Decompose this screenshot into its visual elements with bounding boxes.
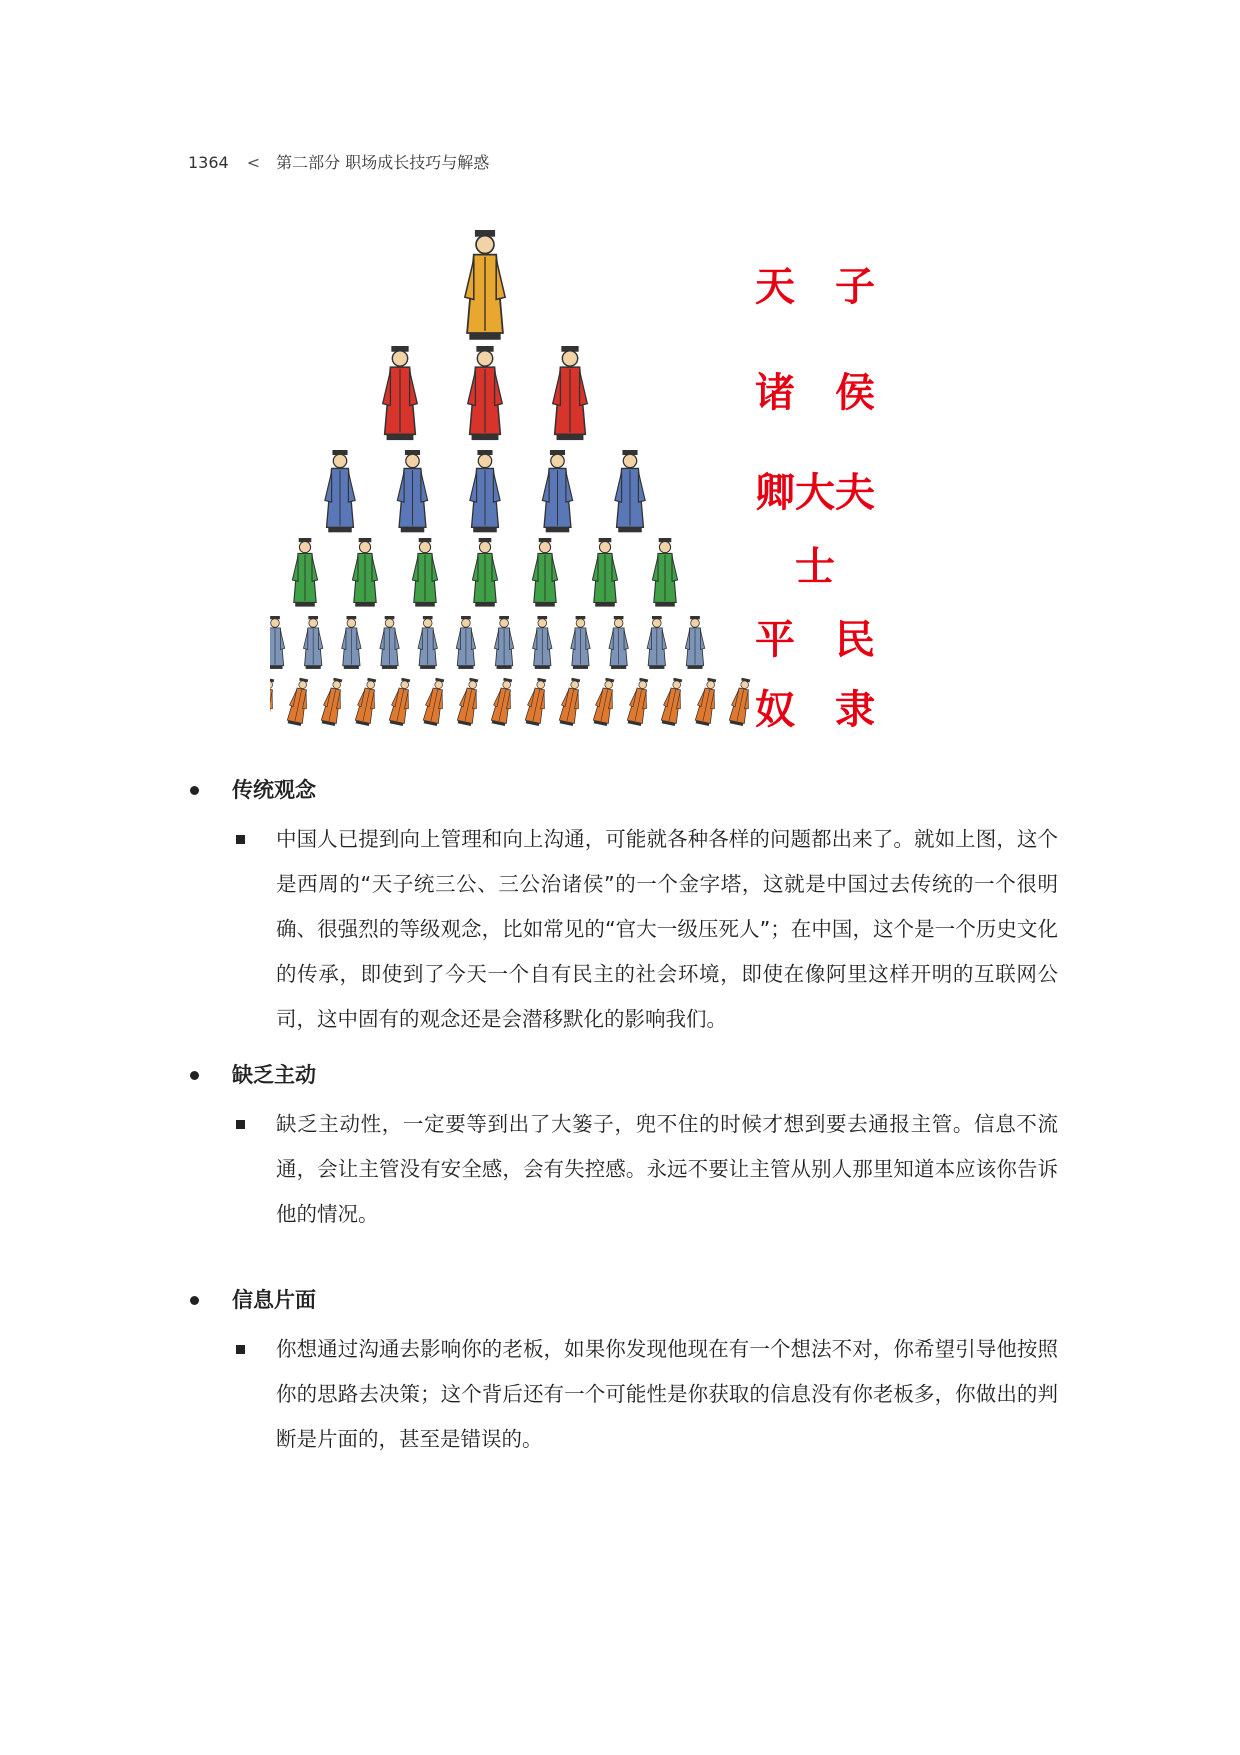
pyramid-person-figure bbox=[418, 616, 437, 669]
pyramid-person-figure bbox=[292, 538, 317, 607]
bullet-paragraph: 缺乏主动性，一定要等到出了大篓子，兜不住的时候才想到要去通报主管。信息不流通，会让主管没有安全感，会有失控感。永远不要让主管从别人那里知道本应该你告诉他的情况。 bbox=[188, 1102, 1068, 1237]
pyramid-person-figure bbox=[615, 450, 645, 532]
bullet-paragraph: 中国人已提到向上管理和向上沟通，可能就各种各样的问题都出来了。就如上图，这个是西周的“天子统三公、三公治诸侯”的一个金字塔，这就是中国过去传统的一个很明确、很强烈的等级观念，比如常见的“官大一级压死人”；在中国，这个是一个历史文化的传承，即使到了今天一个自有民主的社会环境，即使在像阿里这样开明的互联网公司，这中固有的观念还是会潜移默化的影响我们。 bbox=[188, 817, 1068, 1042]
bullet-square-icon bbox=[236, 835, 245, 844]
pyramid-person-figure bbox=[553, 346, 588, 440]
pyramid-person-figure bbox=[352, 538, 377, 607]
bullet-dot-icon bbox=[190, 1296, 199, 1305]
separator: < bbox=[246, 153, 261, 172]
pyramid-person-figure bbox=[694, 677, 721, 727]
pyramid-person-figure bbox=[571, 616, 590, 669]
pyramid-person-figure bbox=[468, 346, 503, 440]
pyramid-person-figure bbox=[456, 677, 483, 727]
section-information bbox=[188, 1285, 1068, 1462]
pyramid-person-figure bbox=[472, 538, 497, 607]
section-tradition bbox=[188, 775, 1068, 1042]
pyramid-person-figure bbox=[286, 677, 313, 727]
page-number: 1364 bbox=[188, 153, 229, 172]
pyramid-person-figure bbox=[470, 450, 500, 532]
pyramid-person-figure bbox=[652, 538, 677, 607]
hierarchy-pyramid-illustration bbox=[270, 228, 950, 818]
pyramid-person-figure bbox=[397, 450, 427, 532]
pyramid-person-figure bbox=[685, 616, 704, 669]
pyramid-person-figure bbox=[465, 230, 505, 340]
pyramid-person-figure bbox=[609, 616, 628, 669]
rank-label: 天 子 bbox=[755, 263, 875, 310]
pyramid-person-figure bbox=[320, 677, 347, 727]
pyramid-person-figure bbox=[456, 616, 475, 669]
pyramid-person-figure bbox=[325, 450, 355, 532]
pyramid-person-figure bbox=[303, 616, 322, 669]
pyramid-person-figure bbox=[524, 677, 551, 727]
pyramid-person-figure bbox=[422, 677, 449, 727]
bullet-dot-icon bbox=[190, 786, 199, 795]
pyramid-person-figure bbox=[354, 677, 381, 727]
pyramid-person-figure bbox=[592, 677, 619, 727]
rank-label: 卿大夫 bbox=[755, 469, 875, 516]
pyramid-person-figure bbox=[542, 450, 572, 532]
section-initiative bbox=[188, 1060, 1068, 1237]
pyramid-person-figure bbox=[647, 616, 666, 669]
pyramid-person-figure bbox=[388, 677, 415, 727]
pyramid-svg bbox=[270, 228, 950, 818]
pyramid-person-figure bbox=[380, 616, 399, 669]
rank-label: 诸 侯 bbox=[755, 369, 875, 416]
section-heading: 传统观念 bbox=[188, 775, 1068, 805]
pyramid-person-figure bbox=[533, 616, 552, 669]
bullet-square-icon bbox=[236, 1120, 245, 1129]
pyramid-person-figure bbox=[532, 538, 557, 607]
bullet-square-icon bbox=[236, 1345, 245, 1354]
pyramid-person-figure bbox=[270, 677, 278, 727]
page-header bbox=[188, 150, 489, 173]
bullet-paragraph: 你想通过沟通去影响你的老板，如果你发现他现在有一个想法不对，你希望引导他按照你的思路去决策；这个背后还有一个可能性是你获取的信息没有你老板多，你做出的判断是片面的，甚至是错误的。 bbox=[188, 1327, 1068, 1462]
pyramid-person-figure bbox=[490, 677, 517, 727]
pyramid-person-figure bbox=[660, 677, 687, 727]
section-heading: 缺乏主动 bbox=[188, 1060, 1068, 1090]
pyramid-person-figure bbox=[383, 346, 418, 440]
pyramid-person-figure bbox=[270, 616, 285, 669]
rank-label: 士 bbox=[795, 543, 835, 590]
bullet-dot-icon bbox=[190, 1071, 199, 1080]
pyramid-person-figure bbox=[494, 616, 513, 669]
section-heading: 信息片面 bbox=[188, 1285, 1068, 1315]
pyramid-person-figure bbox=[592, 538, 617, 607]
pyramid-person-figure bbox=[558, 677, 585, 727]
rank-label: 奴 隶 bbox=[755, 686, 875, 733]
rank-label: 平 民 bbox=[755, 616, 875, 663]
section-title: 第二部分 职场成长技巧与解惑 bbox=[276, 153, 490, 172]
pyramid-person-figure bbox=[626, 677, 653, 727]
pyramid-person-figure bbox=[342, 616, 361, 669]
pyramid-person-figure bbox=[412, 538, 437, 607]
pyramid-person-figure bbox=[728, 677, 755, 727]
